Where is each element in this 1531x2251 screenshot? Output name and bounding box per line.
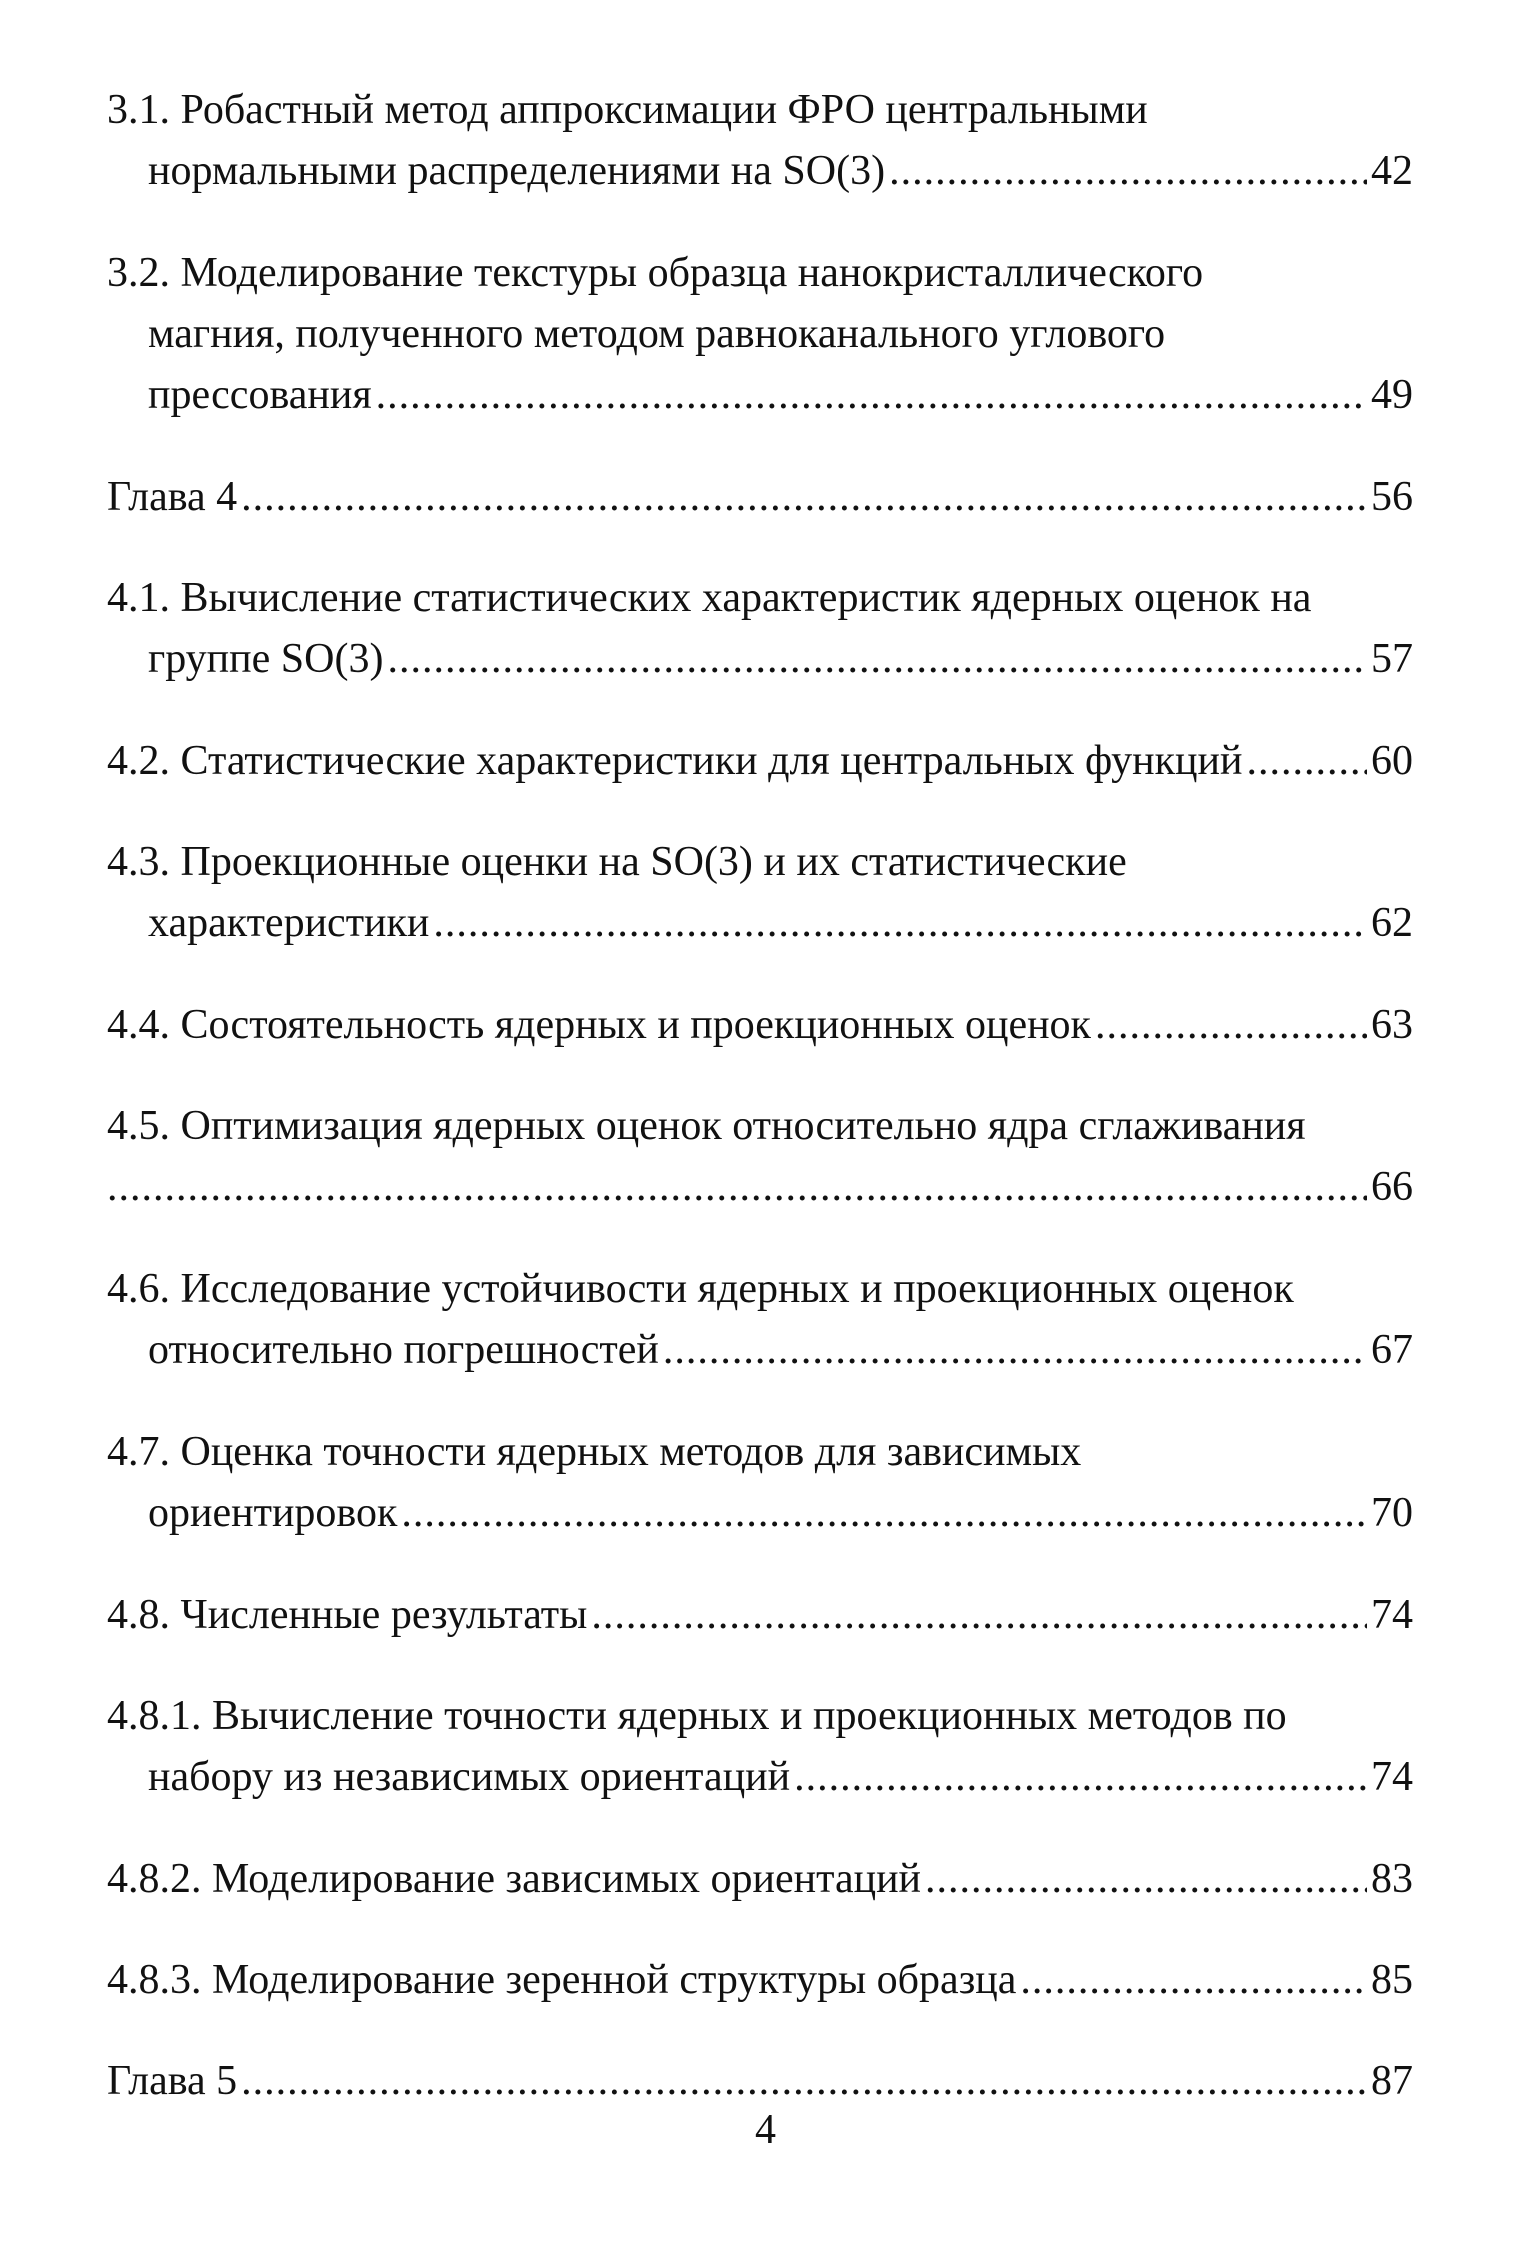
toc-entry-text: 4.8.2. Моделирование зависимых ориентаций — [107, 1856, 922, 1902]
toc-entry-text: ориентировок — [148, 1490, 398, 1536]
toc-entry-text: прессования — [148, 372, 372, 418]
toc-entry-text: 4.3. Проекционные оценки на SO(3) и их статистические — [107, 839, 1127, 885]
toc-entry-text: относительно погрешностей — [148, 1327, 659, 1373]
toc-page-number: 74 — [1371, 1754, 1413, 1800]
toc-entry-text: нормальными распределениями на SO(3) — [148, 148, 886, 194]
toc-entry-text: 4.8.1. Вычисление точности ядерных и проекционных методов по — [107, 1693, 1287, 1739]
toc-entry-text: характеристики — [148, 900, 430, 946]
toc-entry-leader — [107, 629, 1413, 690]
toc-entry-text: группе SO(3) — [148, 636, 384, 682]
toc-entry-4-8-1[interactable] — [107, 1686, 1413, 1808]
toc-entry-3-2[interactable] — [107, 243, 1413, 426]
dot-leader — [376, 365, 1367, 426]
toc-entry-leader — [107, 1585, 1413, 1646]
toc-entry-text: набору из независимых ориентаций — [148, 1754, 791, 1800]
toc-page-number: 57 — [1371, 636, 1413, 682]
toc-entry-text: 3.2. Моделирование текстуры образца нанокристаллического — [107, 250, 1204, 296]
toc-entry-leader — [107, 467, 1413, 528]
toc-entry-4-3[interactable] — [107, 832, 1413, 954]
dot-leader — [794, 1747, 1367, 1808]
dot-leader — [1246, 731, 1367, 792]
toc-entry-leader — [107, 1950, 1413, 2011]
dot-leader — [241, 467, 1367, 528]
toc-entry-leader — [107, 1483, 1413, 1544]
dot-leader — [925, 1849, 1367, 1910]
toc-page-number: 66 — [1371, 1164, 1413, 1210]
toc-entry-chapter-4[interactable] — [107, 467, 1413, 528]
table-of-contents — [107, 80, 1413, 2152]
toc-entry-text: 4.6. Исследование устойчивости ядерных и проекционных оценок — [107, 1266, 1294, 1312]
dot-leader — [591, 1585, 1367, 1646]
toc-entry-4-1[interactable] — [107, 568, 1413, 690]
page-number: 4 — [755, 2107, 776, 2153]
toc-page-number: 42 — [1371, 148, 1413, 194]
toc-page-number: 49 — [1371, 372, 1413, 418]
toc-page-number: 74 — [1371, 1592, 1413, 1638]
toc-entry-text: 4.4. Состоятельность ядерных и проекционных оценок — [107, 1002, 1091, 1048]
toc-entry-text: 4.8.3. Моделирование зеренной структуры образца — [107, 1957, 1017, 2003]
toc-entry-text: 4.8. Численные результаты — [107, 1592, 588, 1638]
dot-leader — [889, 141, 1367, 202]
toc-page-number: 83 — [1371, 1856, 1413, 1902]
toc-entry-leader — [107, 893, 1413, 954]
toc-entry-text: Глава 5 — [107, 2058, 238, 2104]
toc-page-number: 63 — [1371, 1002, 1413, 1048]
toc-entry-text: 3.1. Робастный метод аппроксимации ФРО центральными — [107, 87, 1148, 133]
toc-entry-4-8-2[interactable] — [107, 1849, 1413, 1910]
toc-entry-4-6[interactable] — [107, 1259, 1413, 1381]
toc-entry-4-8-3[interactable] — [107, 1950, 1413, 2011]
toc-entry-leader — [107, 1747, 1413, 1808]
toc-page-number: 70 — [1371, 1490, 1413, 1536]
dot-leader — [1095, 995, 1367, 1056]
toc-entry-leader — [107, 141, 1413, 202]
toc-entry-leader — [107, 1320, 1413, 1381]
toc-entry-4-5[interactable] — [107, 1096, 1413, 1218]
toc-page-number: 56 — [1371, 474, 1413, 520]
dot-leader — [663, 1320, 1367, 1381]
toc-page-number: 85 — [1371, 1957, 1413, 2003]
toc-entry-text: магния, полученного методом равноканального углового — [148, 311, 1166, 357]
toc-entry-leader — [107, 365, 1413, 426]
toc-page-number: 67 — [1371, 1327, 1413, 1373]
toc-page-number: 87 — [1371, 2058, 1413, 2104]
dot-leader — [387, 629, 1367, 690]
toc-entry-4-2[interactable] — [107, 731, 1413, 792]
toc-entry-4-8[interactable] — [107, 1585, 1413, 1646]
toc-entry-leader — [107, 731, 1413, 792]
toc-entry-4-4[interactable] — [107, 995, 1413, 1056]
toc-entry-text: 4.5. Оптимизация ядерных оценок относительно ядра сглаживания — [107, 1103, 1306, 1149]
toc-entry-leader — [107, 995, 1413, 1056]
toc-entry-3-1[interactable] — [107, 80, 1413, 202]
toc-entry-text: 4.7. Оценка точности ядерных методов для зависимых — [107, 1429, 1082, 1475]
dot-leader — [401, 1483, 1367, 1544]
toc-page-number: 62 — [1371, 900, 1413, 946]
dot-leader — [1020, 1950, 1367, 2011]
dot-leader — [433, 893, 1367, 954]
toc-entry-leader — [107, 1157, 1413, 1218]
toc-entry-text: Глава 4 — [107, 474, 238, 520]
toc-entry-text: 4.2. Статистические характеристики для центральных функций — [107, 738, 1243, 784]
toc-entry-leader — [107, 1849, 1413, 1910]
dot-leader — [107, 1157, 1367, 1218]
toc-entry-4-7[interactable] — [107, 1422, 1413, 1544]
toc-entry-text: 4.1. Вычисление статистических характеристик ядерных оценок на — [107, 575, 1312, 621]
toc-page-number: 60 — [1371, 738, 1413, 784]
